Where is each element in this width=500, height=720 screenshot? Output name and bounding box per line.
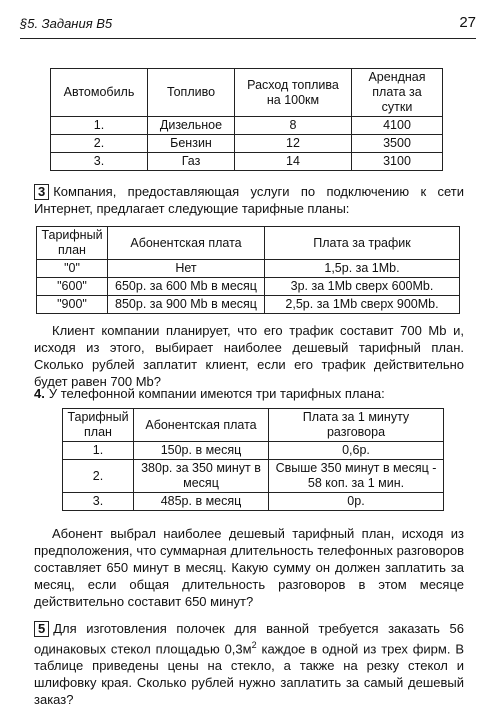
table-cell: 2.: [51, 135, 148, 153]
table-cell: 3100: [352, 153, 443, 171]
problem-number: 4.: [34, 386, 45, 401]
table-row: [51, 117, 443, 135]
table-cell: 12: [235, 135, 352, 153]
internet-tariff-table: [36, 226, 460, 314]
table-row: [51, 153, 443, 171]
table-cell: 1.: [51, 117, 148, 135]
table-cell: 850р. за 900 Mb в месяц: [108, 296, 265, 314]
problem-3-intro: [34, 183, 464, 217]
column-header: Топливо: [148, 69, 235, 117]
column-header: Арендная плата за сутки: [352, 69, 443, 117]
column-header: Плата за трафик: [265, 227, 460, 260]
table-row: [63, 460, 444, 493]
table-row: [51, 135, 443, 153]
table-cell: 8: [235, 117, 352, 135]
page-number: 27: [459, 14, 476, 31]
problem-5: [34, 620, 464, 708]
table-row: [37, 296, 460, 314]
car-rental-table: [50, 68, 443, 171]
table-cell: 3р. за 1Mb сверх 600Mb.: [265, 278, 460, 296]
column-header: Тарифный план: [63, 409, 134, 442]
table-cell: 0,6р.: [269, 442, 444, 460]
table-cell: 2,5р. за 1Mb сверх 900Mb.: [265, 296, 460, 314]
table-cell: 380р. за 350 минут в месяц: [134, 460, 269, 493]
problem-number-box: 3: [34, 184, 49, 200]
table-cell: 3.: [63, 493, 134, 511]
table-cell: 0р.: [269, 493, 444, 511]
problem-number-box: 5: [34, 621, 49, 637]
column-header: Плата за 1 минуту разговора: [269, 409, 444, 442]
table-cell: 2.: [63, 460, 134, 493]
table-cell: Дизельное: [148, 117, 235, 135]
table-cell: "900": [37, 296, 108, 314]
problem-4-intro: [34, 385, 464, 402]
table-row: [37, 260, 460, 278]
table-cell: Свыше 350 минут в месяц - 58 коп. за 1 мин.: [269, 460, 444, 493]
table-cell: "600": [37, 278, 108, 296]
table-header-row: [63, 409, 444, 442]
table-row: [63, 493, 444, 511]
table-cell: 650р. за 600 Mb в месяц: [108, 278, 265, 296]
table-cell: 4100: [352, 117, 443, 135]
table-cell: 150р. в месяц: [134, 442, 269, 460]
table-cell: 3500: [352, 135, 443, 153]
phone-tariff-table: [62, 408, 444, 511]
table-header-row: [51, 69, 443, 117]
page-header: [20, 10, 476, 40]
column-header: Абонентская плата: [108, 227, 265, 260]
problem-3-intro-text: Компания, предоставляющая услуги по подключению к сети Интернет, предлагает следующие тарифные планы:: [34, 184, 464, 216]
table-cell: 1.: [63, 442, 134, 460]
table-cell: "0": [37, 260, 108, 278]
section-title: §5. Задания В5: [20, 16, 113, 31]
problem-4-intro-text: У телефонной компании имеются три тарифных плана:: [48, 386, 385, 401]
problem-5-text-before: Для изготовления полочек для ванной требуется заказать 56 одинаковых стекол площадью 0,3м: [34, 621, 464, 657]
column-header: Абонентская плата: [134, 409, 269, 442]
area-superscript: 2: [251, 640, 257, 650]
table-cell: 3.: [51, 153, 148, 171]
table-row: [37, 278, 460, 296]
table-cell: Бензин: [148, 135, 235, 153]
column-header: Расход топлива на 100км: [235, 69, 352, 117]
table-row: [63, 442, 444, 460]
problem-5-text-after: каждое в одной из трех фирм. В таблице приведены цены на стекло, а также на резку стекол и шлифовку края. Сколько рублей нужно заплатить за самый дешевый заказ?: [34, 641, 465, 708]
table-cell: Газ: [148, 153, 235, 171]
column-header: Автомобиль: [51, 69, 148, 117]
header-divider: [20, 38, 476, 39]
column-header: Тарифный план: [37, 227, 108, 260]
table-cell: 14: [235, 153, 352, 171]
table-cell: 485р. в месяц: [134, 493, 269, 511]
table-header-row: [37, 227, 460, 260]
problem-4-question: Абонент выбрал наиболее дешевый тарифный план, исходя из предположения, что суммарная длительность телефонных разговоров составляет 650 минут в месяц. Какую сумму он должен заплатить за месяц, если общая длительность разговоров в этом месяце действительно составит 650 минут?: [34, 526, 464, 609]
table-cell: Нет: [108, 260, 265, 278]
problem-3-question: Клиент компании планирует, что его трафик составит 700 Mb и, исходя из этого, выбирает наиболее дешевый тарифный план. Сколько рублей заплатит клиент, если его трафик действительно будет равен 700 Mb?: [34, 323, 464, 389]
table-cell: 1,5р. за 1Mb.: [265, 260, 460, 278]
